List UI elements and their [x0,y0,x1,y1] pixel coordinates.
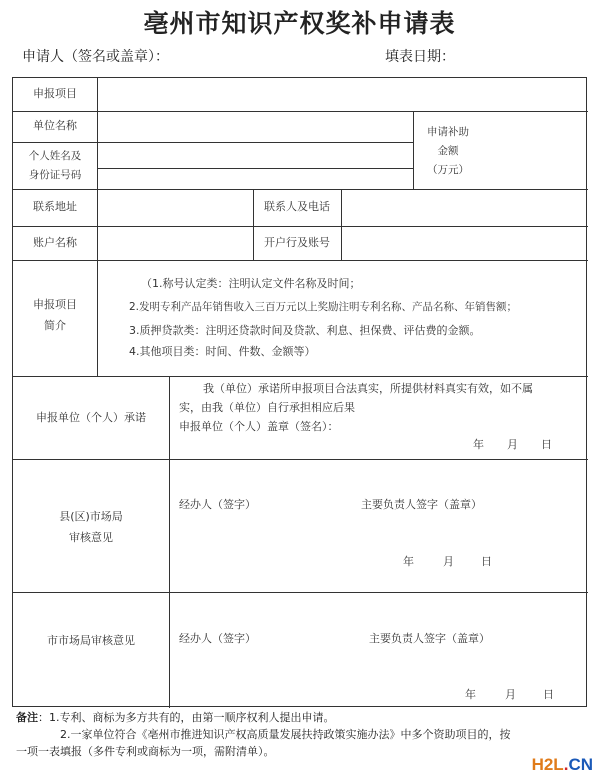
watermark-cn: CN [568,755,593,774]
notes-prefix: 备注 [16,711,38,724]
watermark-dot: . [563,755,569,774]
amount-field[interactable] [485,112,586,188]
city-date-month: 月 [505,688,516,701]
watermark-h2l: H2L [531,755,564,774]
applicant-label: 申请人（签名或盖章）： [22,49,169,65]
promise-text-line2: 实，由我（单位）自行承担相应后果 [179,401,355,414]
county-label-line1: 县(区)市场局 [59,510,123,523]
promise-label: 申报单位（个人）承诺 [36,411,146,424]
unit-name-field[interactable] [98,112,412,141]
account-name-field[interactable] [98,227,252,259]
county-label-line2: 审核意见 [69,531,113,544]
person-label-line2: 身份证号码 [28,169,82,181]
unit-name-label: 单位名称 [33,119,77,132]
promise-date-month: 月 [507,438,518,451]
bank-label: 开户行及账号 [264,236,330,249]
address-field[interactable] [98,190,252,225]
promise-date-day: 日 [541,438,552,451]
application-form [12,77,587,707]
city-date-year: 年 [465,688,476,701]
city-handler-label: 经办人（签字） [179,632,256,645]
person-name-field[interactable] [98,143,412,167]
id-number-field[interactable] [98,169,412,188]
contact-field[interactable] [342,190,586,225]
notes-line1 [16,709,586,726]
notes-line3: 一项一表填报（多件专利或商标为一项，需附清单）。 [16,745,275,758]
city-review-label: 市市场局审核意见 [47,634,135,647]
promise-text-line1: 我（单位）承诺所申报项目合法真实，所提供材料真实有效，如不属 [203,382,533,395]
contact-label: 联系人及电话 [264,200,330,213]
bank-field[interactable] [342,227,586,259]
form-title: 亳州市知识产权奖补申请表 [143,9,456,38]
notes-line1-text: ：1.专利、商标为多方共有的，由第一顺序权利人提出申请。 [38,711,335,724]
notes-line2: 2.一家单位符合《亳州市推进知识产权高质量发展扶持政策实施办法》中多个资助项目的，按 [60,728,511,741]
intro-label-line2: 简介 [44,319,66,332]
intro-item-3: 3.质押贷款类：注明还贷款时间及贷款、利息、担保费、评估费的金额。 [129,324,481,337]
project-field[interactable] [98,79,586,110]
amount-label-line3: （万元） [427,164,469,176]
promise-date-year: 年 [473,438,484,451]
notes [16,709,586,760]
county-date-year: 年 [403,555,414,568]
county-handler-label: 经办人（签字） [179,498,256,511]
watermark-logo [532,755,593,775]
account-name-label: 账户名称 [33,236,77,249]
address-label: 联系地址 [33,200,77,213]
intro-label-line1: 申报项目 [33,298,77,311]
county-leader-label: 主要负责人签字（盖章） [361,498,482,511]
city-leader-label: 主要负责人签字（盖章） [369,632,490,645]
date-label: 填表日期： [385,49,455,65]
intro-item-2: 2.发明专利产品年销售收入三百万元以上奖励注明专利名称、产品名称、年销售额； [129,301,518,313]
project-label: 申报项目 [33,87,77,100]
amount-label-line1: 申请补助 [427,126,469,138]
intro-item-1: （1.称号认定类：注明认定文件名称及时间； [141,277,361,290]
amount-label-line2: 金额 [437,145,459,157]
county-date-month: 月 [443,555,454,568]
city-date-day: 日 [543,688,554,701]
promise-text-line3: 申报单位（个人）盖章（签名）： [179,420,339,433]
intro-item-4: 4.其他项目类：时间、件数、金额等） [129,345,316,358]
person-label-line1: 个人姓名及 [28,150,82,162]
county-date-day: 日 [481,555,492,568]
